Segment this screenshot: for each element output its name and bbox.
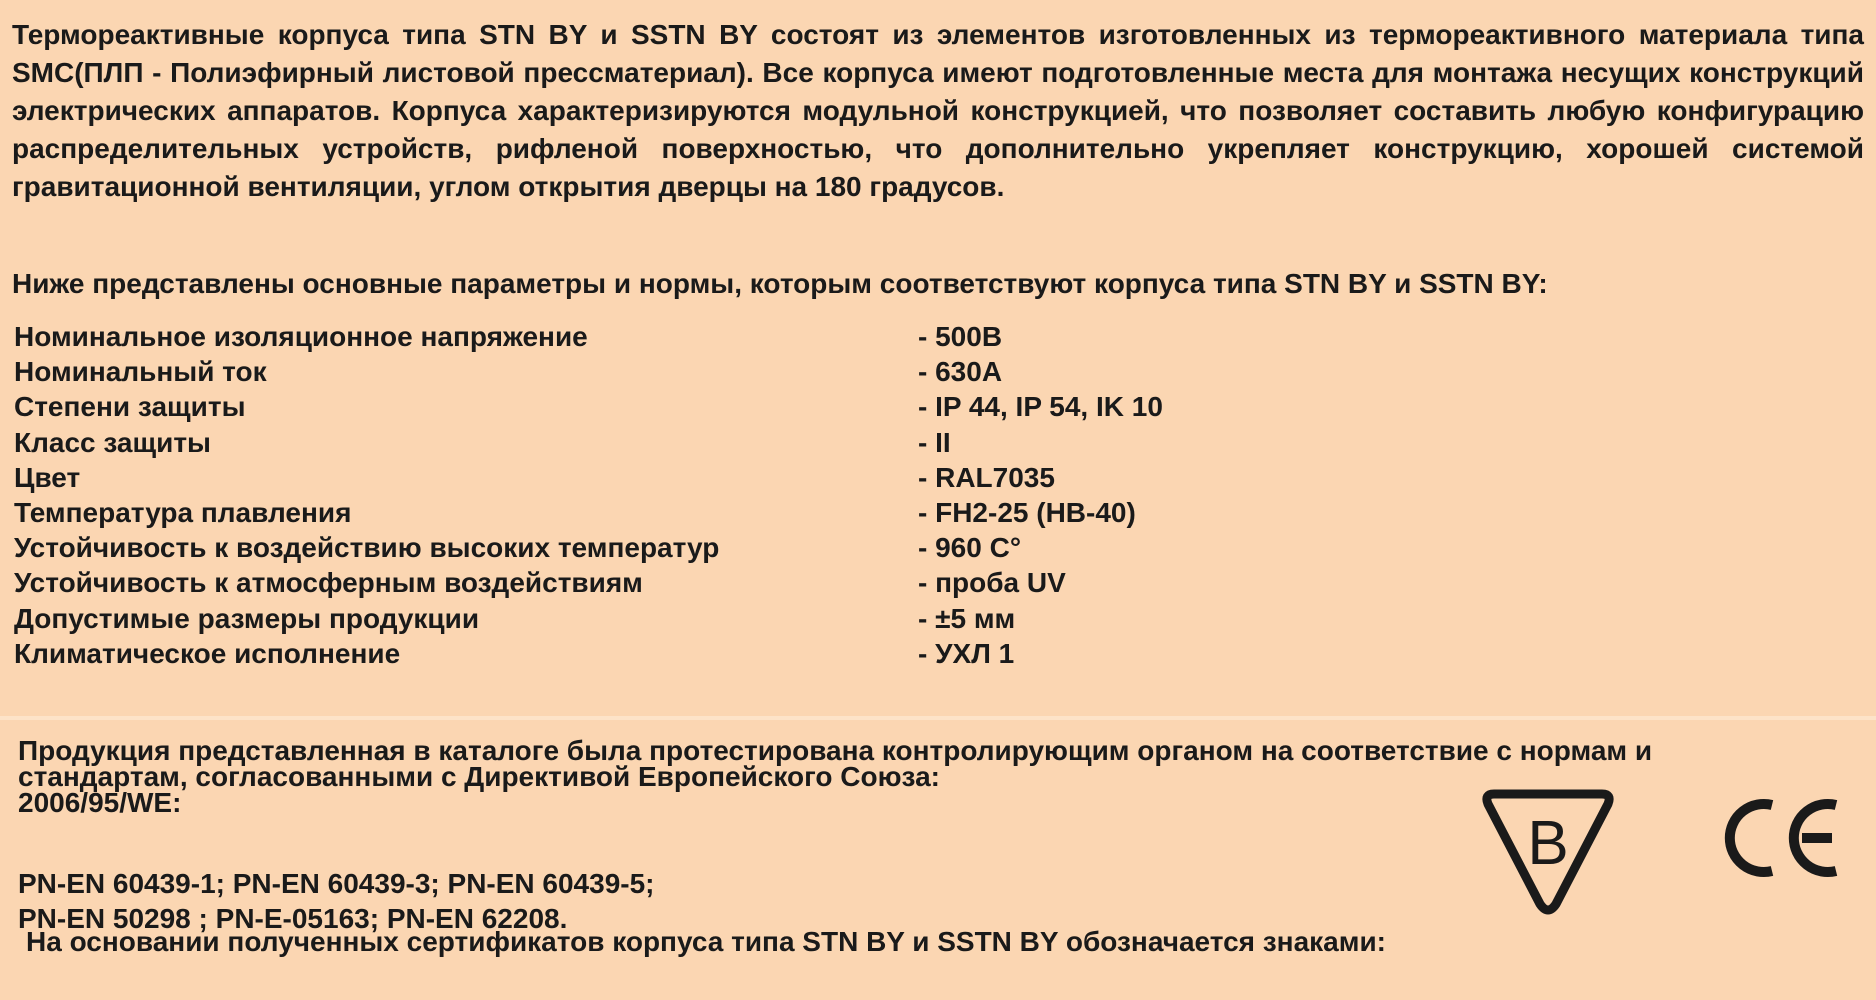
param-name: Устойчивость к атмосферным воздействиям	[14, 567, 643, 599]
param-name: Цвет	[14, 461, 81, 493]
param-name: Номинальное изоляционное напряжение	[14, 321, 588, 352]
param-value: - 960 C°	[918, 532, 1022, 564]
param-value: - УХЛ 1	[918, 637, 1015, 669]
certification-text	[18, 735, 1653, 818]
param-name: Номинальный ток	[14, 356, 267, 388]
section-divider	[0, 716, 1876, 720]
param-value: - II	[918, 426, 951, 458]
param-value: - 630А	[918, 356, 1003, 388]
standards-line: PN-EN 50298 ; PN-E-05163; PN-EN 62208.	[18, 903, 568, 934]
ce-mark-icon	[1718, 797, 1843, 884]
param-value: - FH2-25 (HB-40)	[918, 496, 1136, 528]
param-value: - 500В	[918, 321, 1003, 352]
b-mark-icon	[1478, 782, 1618, 925]
certification-line: Продукция представленная в каталоге была протестирована контролирующим органом на соответствие с нормам и	[18, 735, 1653, 766]
standards-line: PN-EN 60439-1; PN-EN 60439-3; PN-EN 60439-5;	[18, 868, 655, 899]
param-name: Класс защиты	[14, 426, 211, 458]
marks-caption: На основании полученных сертификатов корпуса типа STN BY и SSTN BY обозначается знаками:	[26, 926, 1386, 957]
param-value: - ±5 мм	[918, 602, 1016, 634]
param-name: Температура плавления	[14, 496, 352, 528]
param-value: - RAL7035	[918, 461, 1055, 493]
certification-line: 2006/95/WE:	[18, 787, 182, 818]
b-mark-letter: B	[1527, 809, 1569, 878]
param-value: - IP 44, IP 54, IK 10	[918, 391, 1163, 423]
param-name: Климатическое исполнение	[14, 637, 401, 669]
param-name: Степени защиты	[14, 391, 246, 423]
param-value: - проба UV	[918, 567, 1066, 599]
params-title: Ниже представлены основные параметры и нормы, которым соответствуют корпуса типа STN BY и SSTN BY:	[12, 268, 1548, 299]
certification-line: стандартам, согласованными с Директивой Европейского Союза:	[18, 761, 940, 792]
param-name: Допустимые размеры продукции	[14, 602, 480, 634]
intro-paragraph: Термореактивные корпуса типа STN BY и SSTN BY состоят из элементов изготовленных из термореактивного материала типа SMC(ПЛП - Полиэфирный листовой прессматериал). Все корпуса имеют подготовленные места для монтажа несущих конструкций электрических аппаратов. Корпуса характеризируются модульной конструкцией, что позволяет составить любую конфигурацию распределительных устройств, рифленой поверхностью, что дополнительно укрепляет конструкцию, хорошей системой гравитационной вентиляции, углом открытия дверцы на 180 градусов.	[12, 19, 1864, 202]
param-name: Устойчивость к воздействию высоких температур	[14, 532, 720, 564]
